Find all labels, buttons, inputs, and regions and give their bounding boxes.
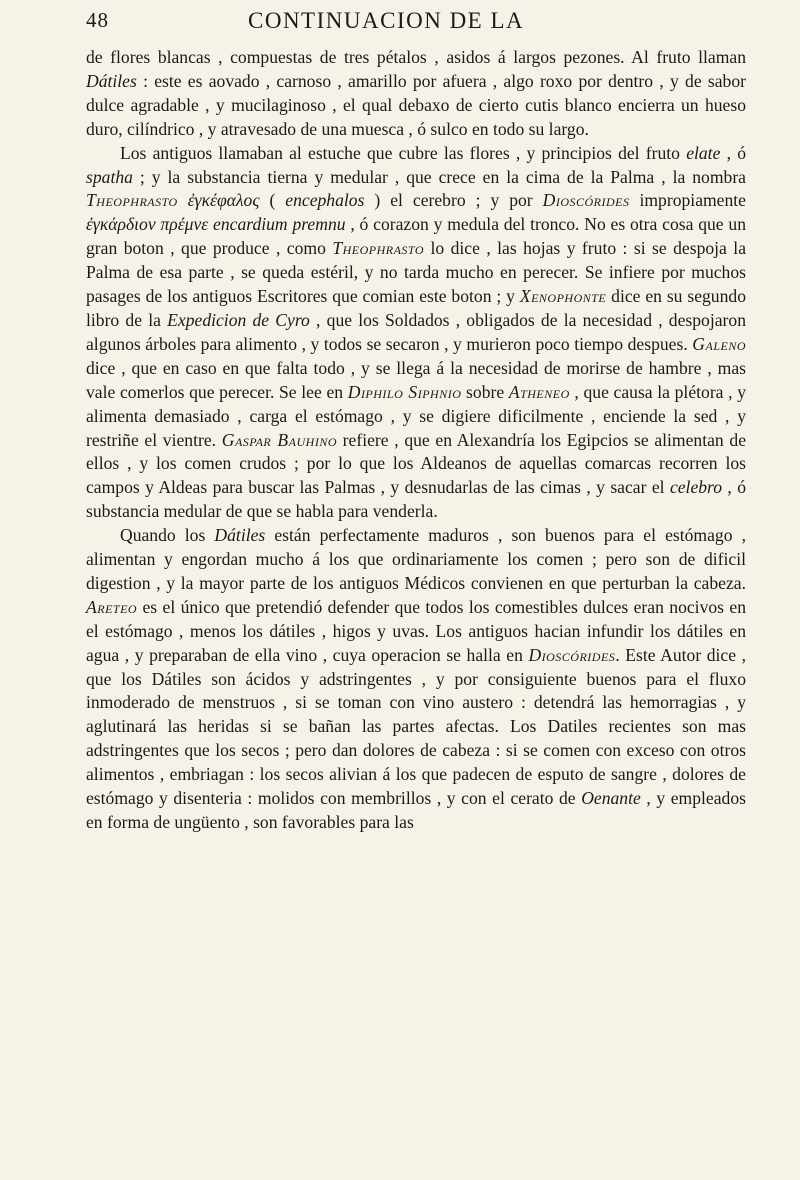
text-run: de flores blancas , compuestas de tres pétalos , asidos á largos pezones. Al fruto llaman: [86, 47, 746, 67]
page-header: [86, 6, 760, 38]
italic-term: celebro: [669, 477, 723, 498]
author-name: Areteo: [86, 596, 138, 617]
text-run: sobre: [461, 381, 509, 402]
author-name: Dioscórides: [528, 644, 616, 665]
author-name: Galeno: [692, 333, 746, 354]
text-run: están perfectamente maduros , son buenos para el estómago , alimentan y engordan mucho á los que ordinariamente los comen ; pero son de dificil digestion , y la mayor parte de los antiguos Médicos convienen en que perturban la cabeza.: [86, 525, 746, 593]
text-run: , ó substancia medular de que se habla para venderla.: [86, 477, 747, 522]
text-run: , y empleados en forma de ungüento , son favorables para las: [86, 788, 746, 832]
text-run: , ó: [720, 142, 746, 163]
text-run: dice , que en caso en que falta todo , y se llega á la necesidad de morirse de hambre , mas vale comerlos que perecer. Se lee en: [86, 357, 746, 402]
text-run: : este es aovado , carnoso , amarillo por afuera , algo roxo por dentro , y de sabor dulce agradable , y mucilaginoso , el qual debaxo de cierto cutis blanco encierra un hueso duro, cilíndrico , y atravesado de una muesca , ó sulco en todo su largo.: [86, 70, 746, 139]
text-run: , ó corazon y medula del tronco. No es otra cosa que un gran boton , que produce , como: [86, 214, 747, 259]
author-name: Atheneo: [508, 381, 570, 402]
italic-term: Dátiles: [86, 70, 137, 91]
author-name: Gaspar Bauhino: [221, 429, 337, 450]
author-name: Diphilo Siphnio: [347, 381, 462, 402]
italic-term: encephalos: [285, 190, 365, 211]
italic-term: spatha: [86, 166, 133, 187]
text-run: lo dice , las hojas y fruto : si se despoja la Palma de esa parte , se queda estéril, y no tarda mucho en perecer. Se infiere por muchos pasages de los antiguos Escritores que comian este boton ; y: [86, 238, 746, 307]
text-run: impropiamente: [629, 190, 746, 211]
text-run: , que causa la plétora , y alimenta demasiado , carga el estómago , y se digiere dificilmente , enciende la sed , y restriñe el vientre.: [86, 381, 747, 450]
text-run: . Este Autor dice , que los Dátiles son ácidos y adstringentes , y por consiguiente buenos para el fluxo inmoderado de menstruos , si se toman con vino austero : detendrá las hemorragias , y aglutinará las heridas si se bañan las partes afectas. Los Datiles recientes son mas adstringentes que los secos ; pero dan dolores de cabeza : si se comen con exceso con otros alimentos , embriagan : los secos alivian á los que padecen de esputo de sangre , dolores de estómago y disenteria : molidos con membrillos , y con el cerato de: [86, 644, 746, 809]
author-name: Dioscórides: [542, 190, 630, 211]
greek-term: ἐγκέφαλος: [187, 190, 260, 211]
italic-term: elate: [686, 142, 721, 163]
text-run: Quando los: [120, 525, 215, 546]
text-run: , que los Soldados , obligados de la necesidad , despojaron algunos árboles para alimento , y todos se secaron , y murieron poco tiempo despues.: [86, 309, 747, 354]
author-name: Theophrasto: [86, 190, 178, 211]
author-name: Xenophonte: [519, 286, 607, 307]
paragraph-p2: [86, 142, 746, 525]
running-title: CONTINUACION DE LA: [248, 8, 525, 33]
italic-term: Expedicion de Cyro: [167, 309, 310, 330]
text-run: ; y la substancia tierna y medular , que crece en la cima de la Palma , la nombra: [132, 166, 746, 187]
greek-term: ἐγκάρδιον πρέμνε: [86, 214, 209, 235]
text-run: (: [259, 190, 286, 211]
text-run: [178, 190, 188, 210]
paragraph-p3: [86, 524, 746, 835]
page-number: 48: [86, 8, 109, 32]
italic-term: encardium premnu: [213, 214, 346, 235]
text-run: Los antiguos llamaban al estuche que cubre las flores , y principios del fruto: [120, 142, 687, 163]
text-run: refiere , que en Alexandría los Egipcios se alimentan de ellos , y los comen crudos ; por lo que los Aldeanos de aquellas comarcas recorren los campos y Aldeas para buscar las Palmas , y desnudarlas de las cimas , y sacar el: [86, 429, 746, 498]
text-run: ) el cerebro ; y por: [364, 190, 543, 211]
body-text: [86, 46, 746, 835]
author-name: Theophrasto: [332, 238, 425, 259]
text-run: dice en su segundo libro de la: [86, 286, 746, 330]
italic-term: Dátiles: [214, 525, 266, 546]
text-run: es el único que pretendió defender que todos los comestibles dulces eran nocivos en el estómago , menos los dátiles , higos y uvas. Los antiguos hacian infundir los dátiles en agua , y preparaban de ella vino , cuya operacion se halla en: [86, 596, 746, 665]
italic-term: Oenante: [581, 788, 641, 809]
paragraph-p1: [86, 46, 746, 142]
